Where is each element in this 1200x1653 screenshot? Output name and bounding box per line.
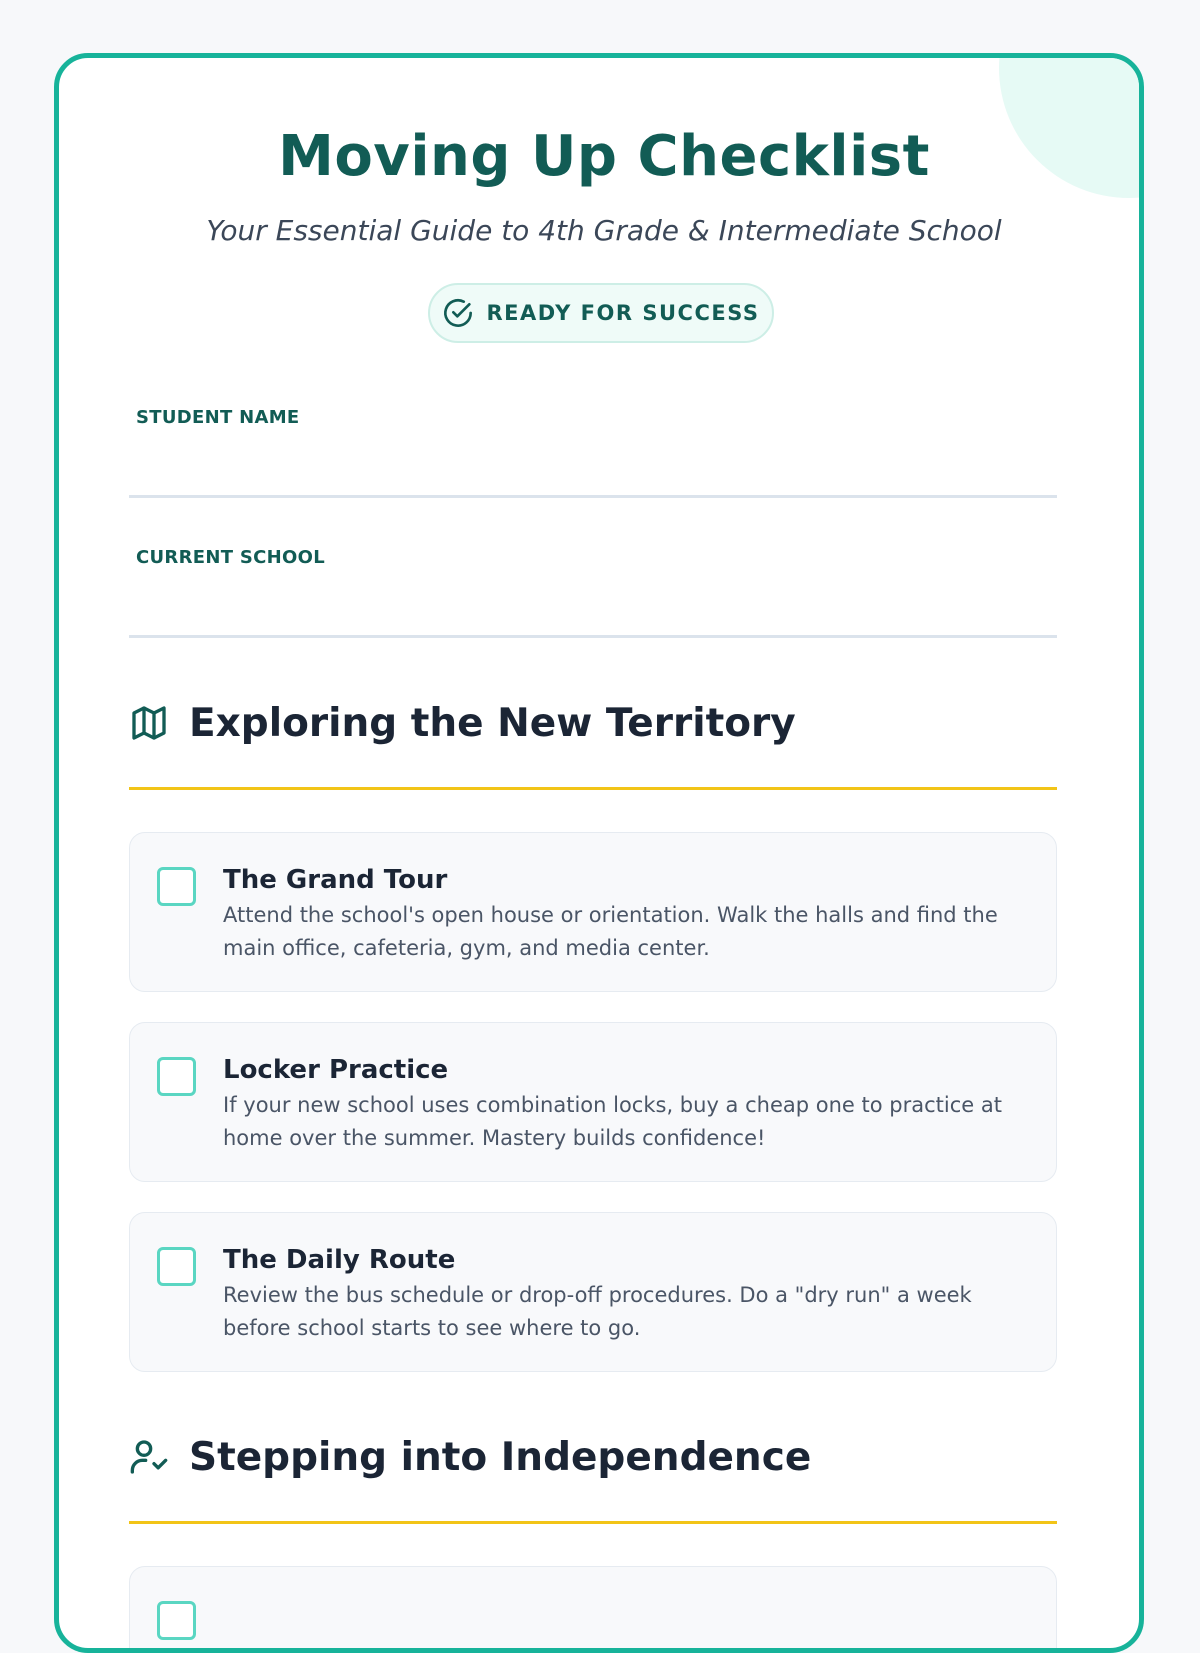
checklist-item[interactable]	[129, 1212, 1057, 1372]
section-header-independence	[129, 1432, 1057, 1482]
current-school-input[interactable]	[136, 588, 1055, 630]
item-description: Attend the school's open house or orientation. Walk the halls and find the main office, cafeteria, gym, and media center.	[223, 903, 998, 960]
item-title: Locker Practice	[223, 1055, 449, 1085]
item-description: Review the bus schedule or drop-off procedures. Do a "dry run" a week before school starts to see where to go.	[223, 1283, 972, 1340]
item-title: The Daily Route	[223, 1245, 456, 1275]
item-checkbox[interactable]	[157, 1057, 196, 1096]
section-divider	[129, 787, 1057, 790]
student-name-underline	[129, 495, 1057, 498]
section-title: Exploring the New Territory	[189, 700, 796, 746]
checklist-item[interactable]	[129, 1566, 1057, 1653]
item-checkbox[interactable]	[157, 867, 196, 906]
map-icon	[129, 703, 169, 743]
section-divider	[129, 1521, 1057, 1524]
item-description: If your new school uses combination locks, buy a cheap one to practice at home over the summer. Mastery builds confidence!	[223, 1093, 1002, 1150]
user-check-icon	[129, 1437, 169, 1477]
page-title: Moving Up Checklist	[278, 124, 930, 189]
item-checkbox[interactable]	[157, 1247, 196, 1286]
current-school-label: CURRENT SCHOOL	[136, 547, 325, 568]
student-name-label: STUDENT NAME	[136, 407, 300, 428]
checklist-item[interactable]	[129, 832, 1057, 992]
item-title: The Grand Tour	[223, 865, 448, 895]
item-checkbox[interactable]	[157, 1601, 196, 1640]
status-badge-label: READY FOR SUCCESS	[486, 301, 760, 325]
section-title: Stepping into Independence	[189, 1434, 812, 1480]
check-circle-icon	[442, 297, 474, 329]
checklist-item[interactable]	[129, 1022, 1057, 1182]
section-header-exploring	[129, 698, 1057, 748]
student-name-input[interactable]	[136, 448, 1055, 490]
checklist-card	[54, 53, 1144, 1653]
page-subtitle: Your Essential Guide to 4th Grade & Intermediate School	[206, 214, 1002, 247]
status-badge	[428, 283, 774, 343]
current-school-underline	[129, 635, 1057, 638]
